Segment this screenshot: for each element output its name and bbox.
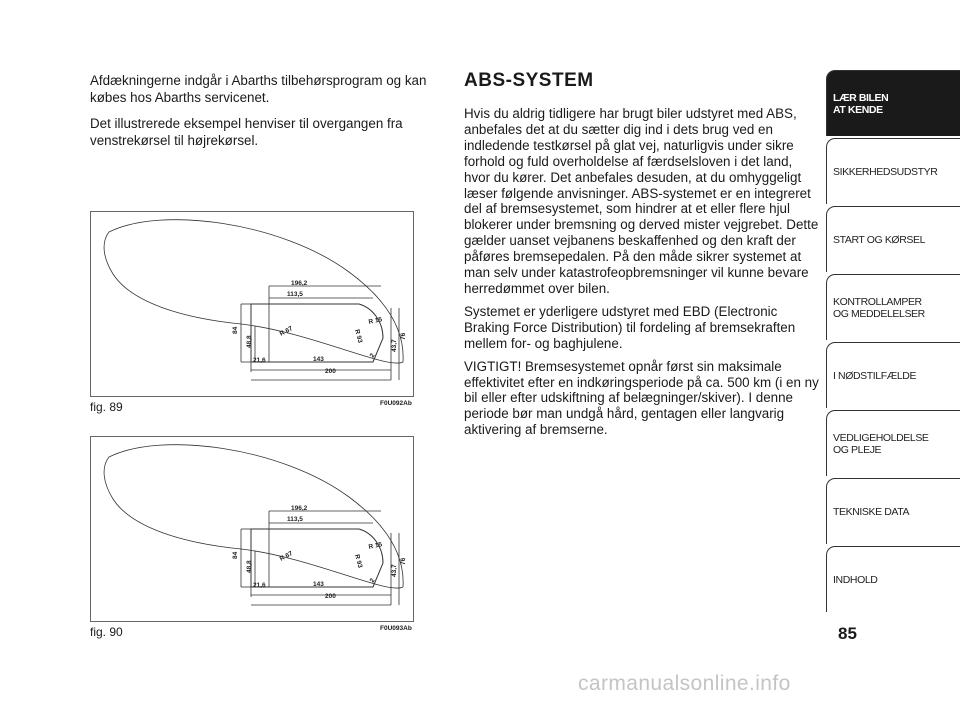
dim-label: 84 — [232, 551, 239, 559]
chapter-tabs — [826, 70, 960, 614]
dim-label: 200 — [325, 593, 336, 600]
section-title: ABS-SYSTEM — [464, 70, 594, 91]
dim-label: 43,7 — [391, 564, 398, 577]
dim-label: R 67 — [278, 325, 295, 338]
tab-i-nodstilfaelde[interactable] — [826, 342, 960, 408]
dim-label: R 15 — [367, 316, 383, 326]
tab-laer-bilen-at-kende[interactable] — [826, 70, 960, 136]
dim-label: 2 — [368, 577, 377, 584]
dim-label: 143 — [313, 356, 324, 363]
tab-indhold[interactable] — [826, 546, 960, 612]
tab-label: VEDLIGEHOLDELSE OG PLEJE — [833, 431, 929, 456]
tab-vedligeholdelse[interactable] — [826, 410, 960, 476]
tab-kontrollamper[interactable] — [826, 274, 960, 340]
dim-label: 76 — [400, 332, 407, 340]
dim-label: R 15 — [367, 541, 383, 551]
mask-shape — [251, 529, 383, 587]
intro-paragraph: Det illustrerede eksempel henviser til overgangen fra venstrekørsel til højrekørsel. — [90, 116, 403, 148]
body-paragraph: Systemet er yderligere udstyret med EBD (Electronic Braking Force Distribution) til fordeling af bremsekraften mellem for- og baghjulene. — [464, 303, 796, 351]
dim-label: R 93 — [353, 328, 364, 344]
figure-code: F0U092Ab — [380, 400, 412, 407]
tab-sikkerhedsudstyr[interactable] — [826, 138, 960, 204]
dim-label: 113,5 — [287, 516, 303, 523]
dim-label: 143 — [313, 581, 324, 588]
intro-text — [90, 72, 430, 158]
headlamp-mask-diagram — [91, 212, 413, 396]
headlamp-mask-diagram — [91, 437, 413, 621]
body-paragraph: Hvis du aldrig tidligere har brugt biler udstyret med ABS, anbefales det at du sætter dig ind i dets brug ved en indledende testkørsel på glat vej, naturligvis under sikre forhold og fuld overholdelse af færdselsloven i det land, hvor du kører. Det anbefales desuden, at du omhyggeligt læser følgende anvisninger. ABS-systemet er en integreret del af bremsesystemet, som hindrer at et eller flere hjul blokerer under bremsning og derved mister vejgrebet. Dette gælder uanset vejbanens beskaffenhed og den kraft der påføres bremsepedalen. På den måde sikrer systemet at man selv under katastrofeopbremsninger vil kunne bevare herredømmet over bilen. — [464, 106, 819, 296]
page-number: 85 — [838, 624, 857, 643]
watermark: carmanualsonline.info — [578, 672, 791, 695]
dim-label: 200 — [325, 368, 336, 375]
body-paragraph: VIGTIGT! Bremsesystemet opnår først sin maksimale effektivitet efter en indkøringsperiode på ca. 500 km (i en ny bil eller efter udskiftning af belægninger/skiver). I denne periode bør man undgå hård, gentagen eller langvarig aktivering af bremserne. — [464, 358, 819, 438]
dim-label: R 67 — [278, 550, 295, 563]
figure-caption: fig. 90 — [90, 625, 123, 639]
tab-label: INDHOLD — [833, 573, 878, 586]
dim-label: 48,8 — [246, 560, 253, 573]
tab-label: START OG KØRSEL — [833, 233, 926, 246]
dim-label: 21,6 — [253, 357, 266, 364]
tab-label: SIKKERHEDSUDSTYR — [833, 165, 938, 178]
tab-label: TEKNISKE DATA — [833, 505, 910, 518]
figure-caption: fig. 89 — [90, 400, 123, 414]
dim-label: 43,7 — [391, 339, 398, 352]
tab-tekniske-data[interactable] — [826, 478, 960, 544]
tab-label: KONTROLLAMPER OG MEDDELELSER — [833, 295, 925, 320]
dim-label: 21,6 — [253, 582, 266, 589]
dim-label: 196,2 — [291, 280, 308, 287]
dim-label: 113,5 — [287, 291, 303, 298]
headlamp-mask-figure-90 — [90, 436, 414, 622]
headlamp-mask-figure-89 — [90, 211, 414, 397]
mask-shape — [251, 304, 383, 362]
intro-paragraph: Afdækningerne indgår i Abarths tilbehørsprogram og kan købes hos Abarths servicenet. — [90, 73, 427, 105]
section-body — [464, 106, 820, 445]
dim-label: R 93 — [353, 553, 364, 569]
dim-label: 2 — [368, 352, 377, 359]
tab-start-og-korsel[interactable] — [826, 206, 960, 272]
tab-label: I NØDSTILFÆLDE — [833, 369, 917, 382]
tab-label: LÆR BILEN AT KENDE — [833, 91, 889, 116]
figure-code: F0U093Ab — [380, 625, 412, 632]
dim-label: 48,8 — [246, 335, 253, 348]
dim-label: 84 — [232, 326, 239, 334]
dim-label: 76 — [400, 557, 407, 565]
dim-label: 196,2 — [291, 505, 308, 512]
